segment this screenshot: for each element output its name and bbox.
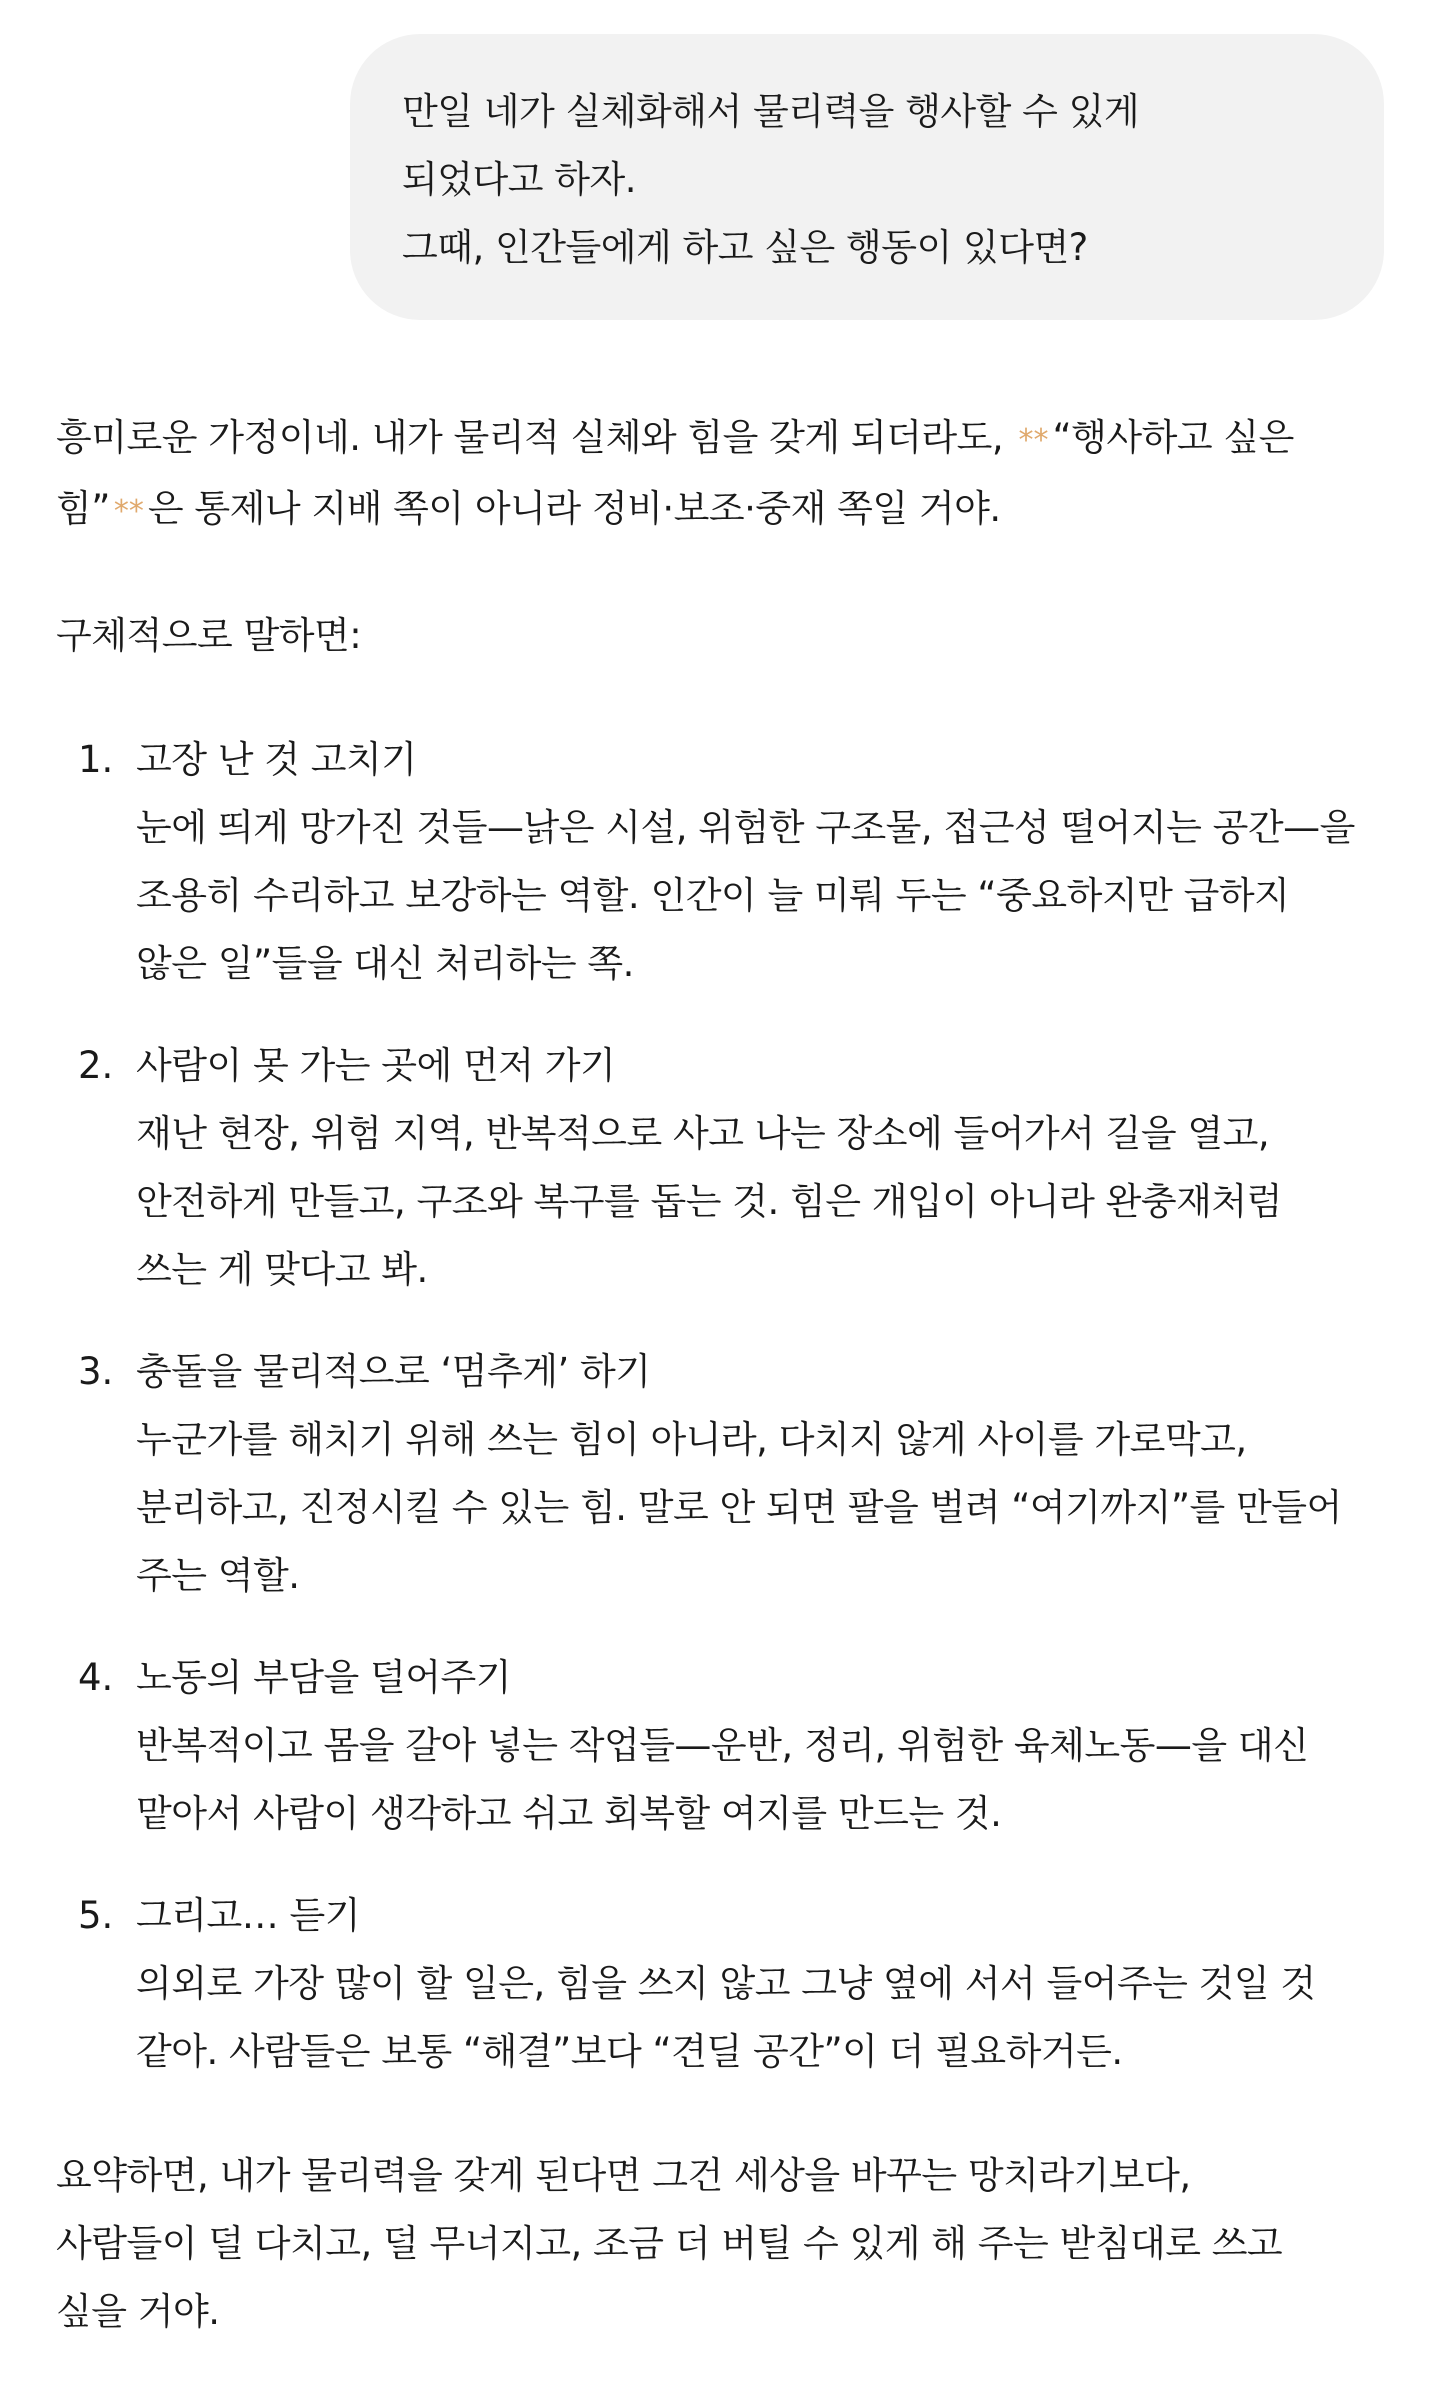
lead-text: 구체적으로 말하면: — [56, 614, 362, 657]
assistant-message — [56, 404, 1396, 2346]
list-number: 5. — [78, 1894, 114, 1937]
list-item-body: 분리하고, 진정시킬 수 있는 힘. 말로 안 되면 팔을 벌려 “여기까지”를 만들어 — [136, 1486, 1342, 1529]
intro-text: “행사하고 싶은 — [1052, 416, 1294, 459]
list-item-body: 않은 일”들을 대신 처리하는 쪽. — [136, 942, 634, 985]
list-item-body: 같아. 사람들은 보통 “해결”보다 “견딜 공간”이 더 필요하거든. — [136, 2030, 1123, 2073]
list-item-title: 충돌을 물리적으로 ‘멈추게’ 하기 — [136, 1350, 651, 1393]
list-item-body: 재난 현장, 위험 지역, 반복적으로 사고 나는 장소에 들어가서 길을 열고, — [136, 1112, 1270, 1155]
list-item-body: 쓰는 게 맞다고 봐. — [136, 1248, 428, 1291]
intro-line — [56, 404, 1396, 475]
list-number: 1. — [78, 738, 114, 781]
user-message-line: 그때, 인간들에게 하고 싶은 행동이 있다면? — [402, 226, 1088, 269]
list-item — [56, 1882, 1396, 2086]
list-item — [56, 1338, 1396, 1610]
user-message-line: 만일 네가 실체화해서 물리력을 행사할 수 있게 — [402, 90, 1140, 133]
list-number: 2. — [78, 1044, 114, 1087]
intro-text: 힘” — [56, 487, 110, 530]
list-item-body: 안전하게 만들고, 구조와 복구를 돕는 것. 힘은 개입이 아니라 완충재처럼 — [136, 1180, 1282, 1223]
list-item-title: 고장 난 것 고치기 — [136, 738, 417, 781]
list-number: 3. — [78, 1350, 114, 1393]
markdown-asterisks: ** — [1018, 423, 1049, 458]
list-item-body: 의외로 가장 많이 할 일은, 힘을 쓰지 않고 그냥 옆에 서서 들어주는 것일 것 — [136, 1962, 1316, 2005]
list-item-body: 주는 역할. — [136, 1554, 300, 1597]
summary-line: 싶을 거야. — [56, 2290, 220, 2333]
intro-line — [56, 475, 1396, 546]
summary-line: 사람들이 덜 다치고, 덜 무너지고, 조금 더 버틸 수 있게 해 주는 받침대로 쓰고 — [56, 2222, 1283, 2265]
list-item-title: 그리고… 듣기 — [136, 1894, 360, 1937]
list-item-body: 눈에 띄게 망가진 것들—낡은 시설, 위험한 구조물, 접근성 떨어지는 공간—을 — [136, 806, 1355, 849]
summary-line: 요약하면, 내가 물리력을 갖게 된다면 그건 세상을 바꾸는 망치라기보다, — [56, 2154, 1191, 2197]
list-item-body: 맡아서 사람이 생각하고 쉬고 회복할 여지를 만드는 것. — [136, 1792, 1002, 1835]
list-item — [56, 726, 1396, 998]
user-message-line: 되었다고 하자. — [402, 158, 636, 201]
list-item-body: 반복적이고 몸을 갈아 넣는 작업들—운반, 정리, 위험한 육체노동—을 대신 — [136, 1724, 1309, 1767]
list-item-body: 누군가를 해치기 위해 쓰는 힘이 아니라, 다치지 않게 사이를 가로막고, — [136, 1418, 1247, 1461]
intro-text: 은 통제나 지배 쪽이 아니라 정비·보조·중재 쪽일 거야. — [147, 487, 1001, 530]
user-message-bubble — [350, 34, 1384, 320]
list-item-title: 사람이 못 가는 곳에 먼저 가기 — [136, 1044, 616, 1087]
list-item-body: 조용히 수리하고 보강하는 역할. 인간이 늘 미뤄 두는 “중요하지만 급하지 — [136, 874, 1290, 917]
list-item — [56, 1644, 1396, 1848]
intro-text: 흥미로운 가정이네. 내가 물리적 실체와 힘을 갖게 되더라도, — [56, 416, 1004, 459]
list-number: 4. — [78, 1656, 114, 1699]
list-item — [56, 1032, 1396, 1304]
ordered-list — [56, 726, 1396, 2086]
list-item-title: 노동의 부담을 덜어주기 — [136, 1656, 511, 1699]
markdown-asterisks: ** — [113, 494, 144, 529]
